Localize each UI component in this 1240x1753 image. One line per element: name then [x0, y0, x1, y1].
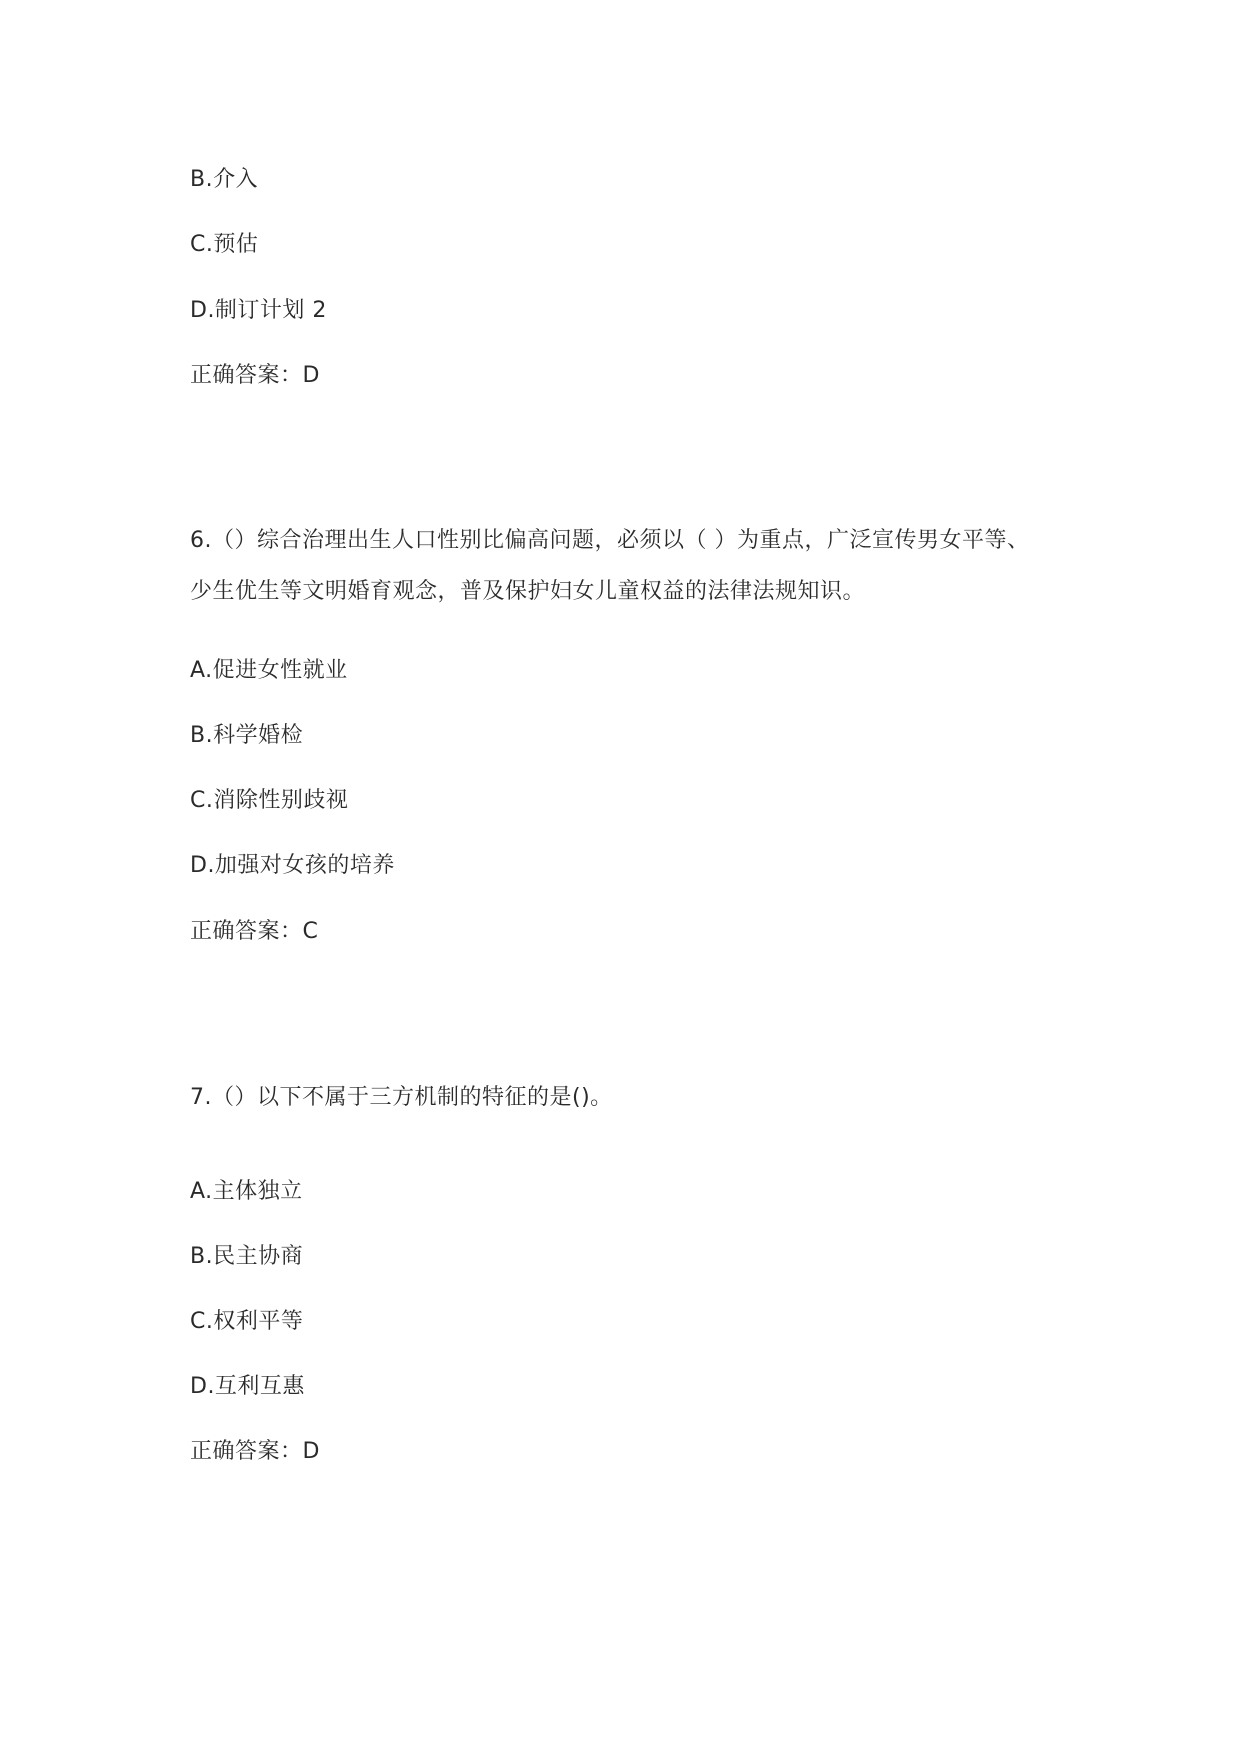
- q7-question: 7.（）以下不属于三方机制的特征的是()。: [190, 1085, 613, 1110]
- q5-option-c: C.预估: [190, 232, 259, 257]
- q6-option-c: C.消除性别歧视: [190, 788, 349, 813]
- q5-option-b: B.介入: [190, 167, 259, 192]
- q7-option-b: B.民主协商: [190, 1244, 304, 1269]
- q7-option-d: D.互利互惠: [190, 1374, 305, 1399]
- q6-option-a: A.促进女性就业: [190, 658, 348, 683]
- q7-answer: 正确答案：D: [190, 1439, 320, 1464]
- q6-question-line1: 6.（）综合治理出生人口性别比偏高问题，必须以（ ）为重点，广泛宣传男女平等、: [190, 528, 1030, 553]
- q6-question-line2: 少生优生等文明婚育观念，普及保护妇女儿童权益的法律法规知识。: [190, 579, 866, 604]
- q7-option-c: C.权利平等: [190, 1309, 304, 1334]
- q6-option-b: B.科学婚检: [190, 723, 304, 748]
- q5-option-d: D.制订计划 2: [190, 298, 327, 323]
- q7-option-a: A.主体独立: [190, 1179, 303, 1204]
- q6-option-d: D.加强对女孩的培养: [190, 853, 395, 878]
- q5-answer: 正确答案：D: [190, 363, 320, 388]
- q6-answer: 正确答案：C: [190, 919, 319, 944]
